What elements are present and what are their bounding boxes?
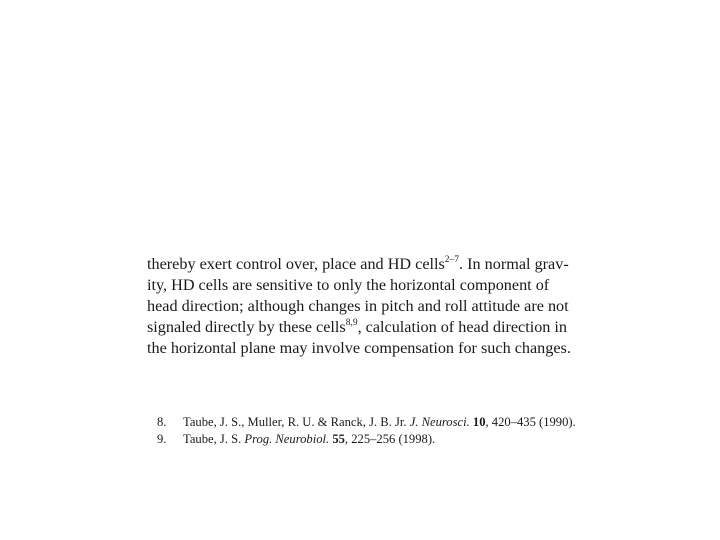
citation-superscript: 2–7	[444, 254, 460, 265]
paragraph-line-1	[147, 254, 587, 275]
reference-number: 9.	[157, 432, 167, 446]
paragraph-line-1-text: thereby exert control over, place and HD cells	[147, 255, 445, 273]
body-paragraph	[147, 254, 587, 359]
citation-superscript: 8,9	[345, 317, 358, 328]
reference-list	[157, 414, 607, 448]
reference-item	[157, 414, 607, 431]
paragraph-line-1-tail: . In normal grav-	[459, 255, 569, 273]
paragraph-line-4-text: signaled directly by these cells	[147, 318, 346, 336]
reference-number: 8.	[157, 415, 167, 429]
reference-journal: Prog. Neurobiol.	[244, 432, 330, 446]
reference-item	[157, 431, 607, 448]
reference-volume: 55	[332, 432, 345, 446]
reference-volume: 10	[472, 415, 486, 429]
paragraph-line-2: ity, HD cells are sensitive to only the horizontal component of	[147, 276, 550, 294]
reference-pages-year: , 225–256 (1998).	[344, 432, 436, 446]
reference-authors: Taube, J. S.	[183, 432, 242, 446]
paragraph-line-4-tail: , calculation of head direction in	[357, 318, 568, 336]
paragraph-line-4	[147, 317, 587, 338]
reference-journal: J. Neurosci.	[409, 415, 470, 429]
paragraph-line-5: the horizontal plane may involve compensation for such changes.	[147, 339, 571, 357]
reference-authors: Taube, J. S., Muller, R. U. & Ranck, J. B. Jr.	[183, 415, 407, 429]
reference-pages-year: , 420–435 (1990).	[485, 415, 576, 429]
paragraph-line-3: head direction; although changes in pitch and roll attitude are not	[147, 297, 569, 315]
